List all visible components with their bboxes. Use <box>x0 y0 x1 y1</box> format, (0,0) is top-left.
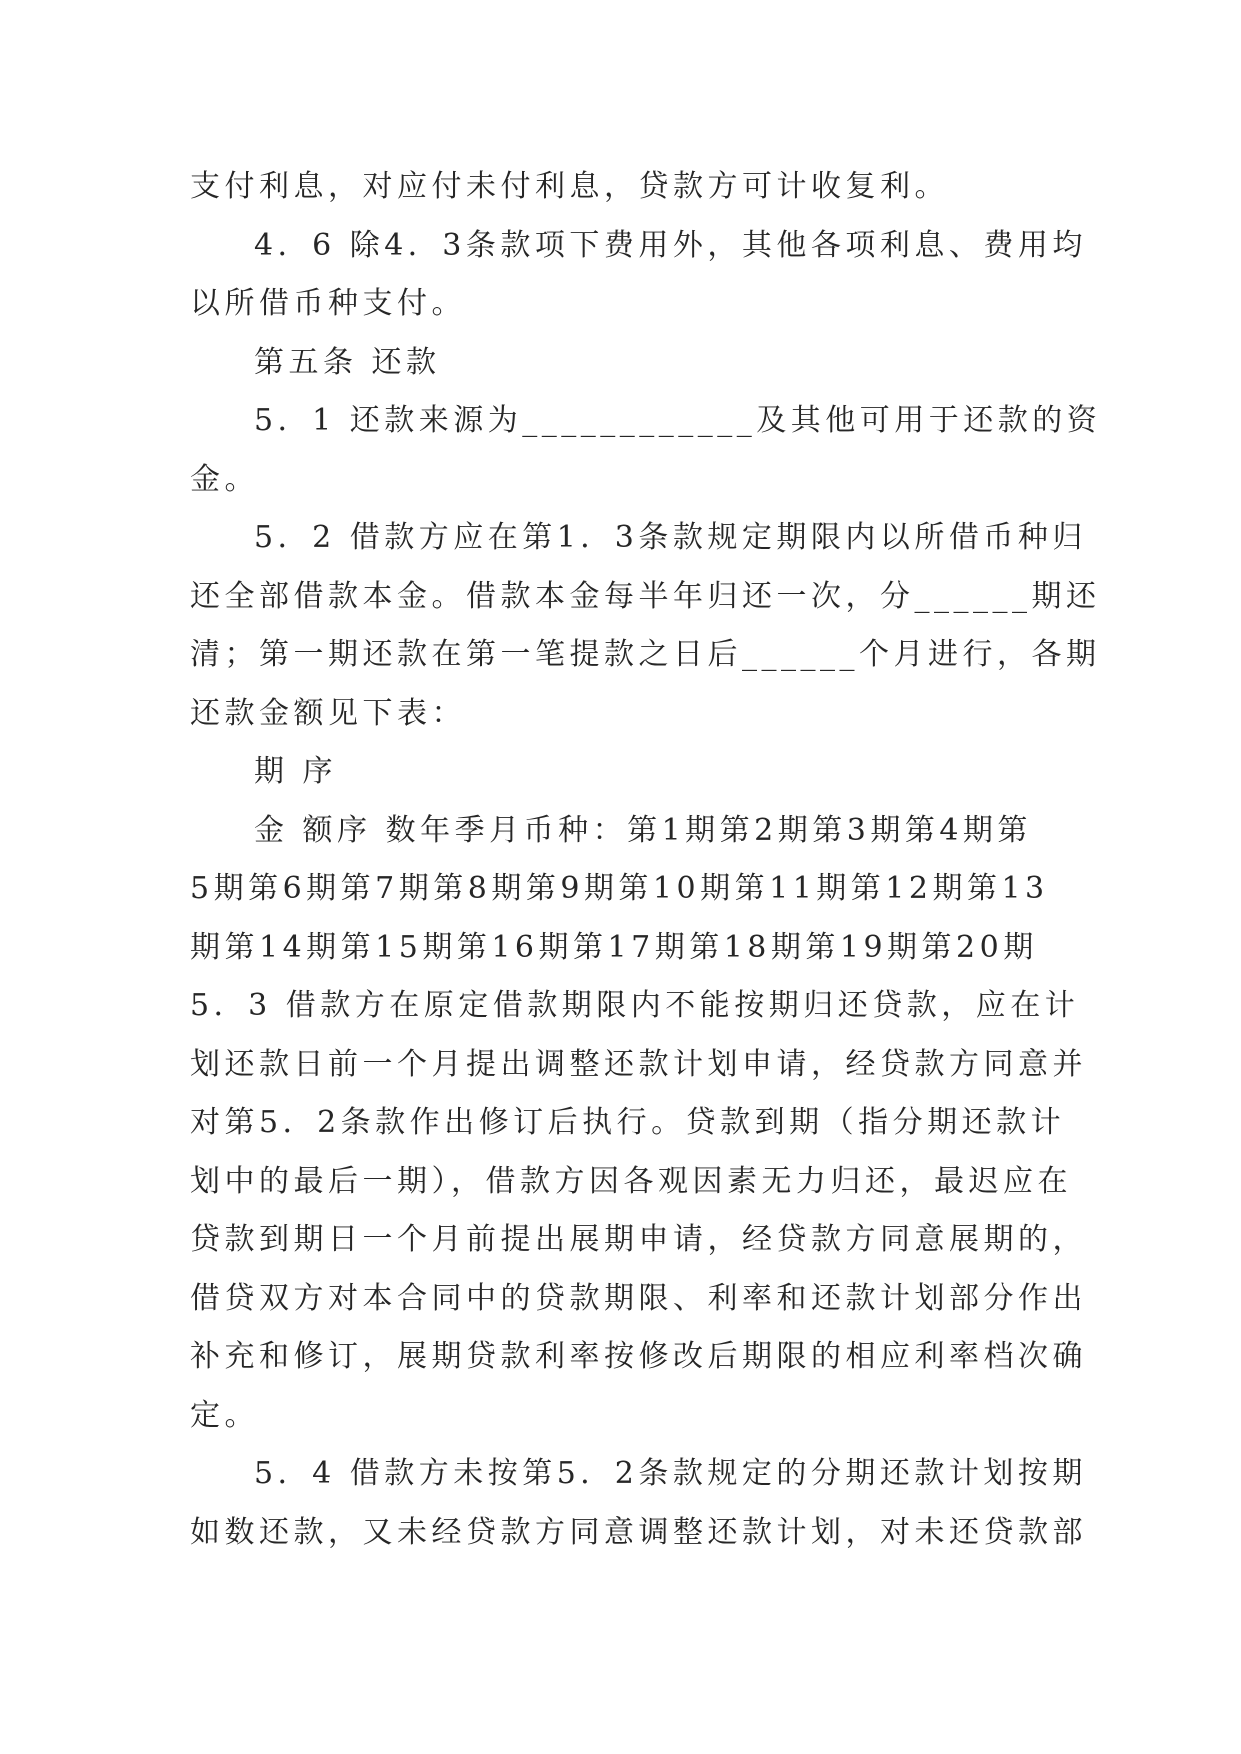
section-heading: 第五条 还款 <box>254 344 441 380</box>
text-line: 如数还款，又未经贷款方同意调整还款计划，对未还贷款部 <box>190 1514 1087 1550</box>
table-content-line: 期第14期第15期第16期第17期第18期第19期第20期 <box>190 929 1038 965</box>
table-content-line: 5期第6期第7期第8期第9期第10期第11期第12期第13 <box>190 871 1049 906</box>
table-header-line: 期 序 <box>254 754 338 789</box>
document-body <box>190 158 1102 1562</box>
text-line: 清；第一期还款在第一笔提款之日后______个月进行，各期 <box>190 637 1101 672</box>
text-line: 还款金额见下表： <box>190 695 466 731</box>
text-line: 4．6 除4．3条款项下费用外，其他各项利息、费用均 <box>254 227 1087 263</box>
text-line: 5．1 还款来源为____________及其他可用于还款的资 <box>254 403 1102 438</box>
text-line: 贷款到期日一个月前提出展期申请，经贷款方同意展期的， <box>190 1222 1087 1257</box>
text-line: 对第5．2条款作出修订后执行。贷款到期（指分期还款计 <box>190 1105 1066 1140</box>
text-line: 5．2 借款方应在第1．3条款规定期限内以所借币种归 <box>254 520 1087 555</box>
text-line: 金。 <box>190 461 259 497</box>
text-line: 补充和修订，展期贷款利率按修改后期限的相应利率档次确 <box>190 1339 1087 1374</box>
text-line: 借贷双方对本合同中的贷款期限、利率和还款计划部分作出 <box>190 1280 1087 1316</box>
text-line: 划还款日前一个月提出调整还款计划申请，经贷款方同意并 <box>190 1046 1087 1082</box>
text-line: 5．3 借款方在原定借款期限内不能按期归还贷款，应在计 <box>190 988 1080 1023</box>
table-content-line: 金 额序 数年季月币种：第1期第2期第3期第4期第 <box>254 812 1032 848</box>
text-line: 划中的最后一期），借款方因各观因素无力归还，最迟应在 <box>190 1163 1072 1199</box>
text-line: 还全部借款本金。借款本金每半年归还一次，分______期还 <box>190 578 1101 614</box>
text-line: 定。 <box>190 1397 259 1433</box>
text-line: 5．4 借款方未按第5．2条款规定的分期还款计划按期 <box>254 1456 1087 1491</box>
text-line: 支付利息，对应付未付利息，贷款方可计收复利。 <box>190 169 949 204</box>
text-line: 以所借币种支付。 <box>190 286 466 321</box>
